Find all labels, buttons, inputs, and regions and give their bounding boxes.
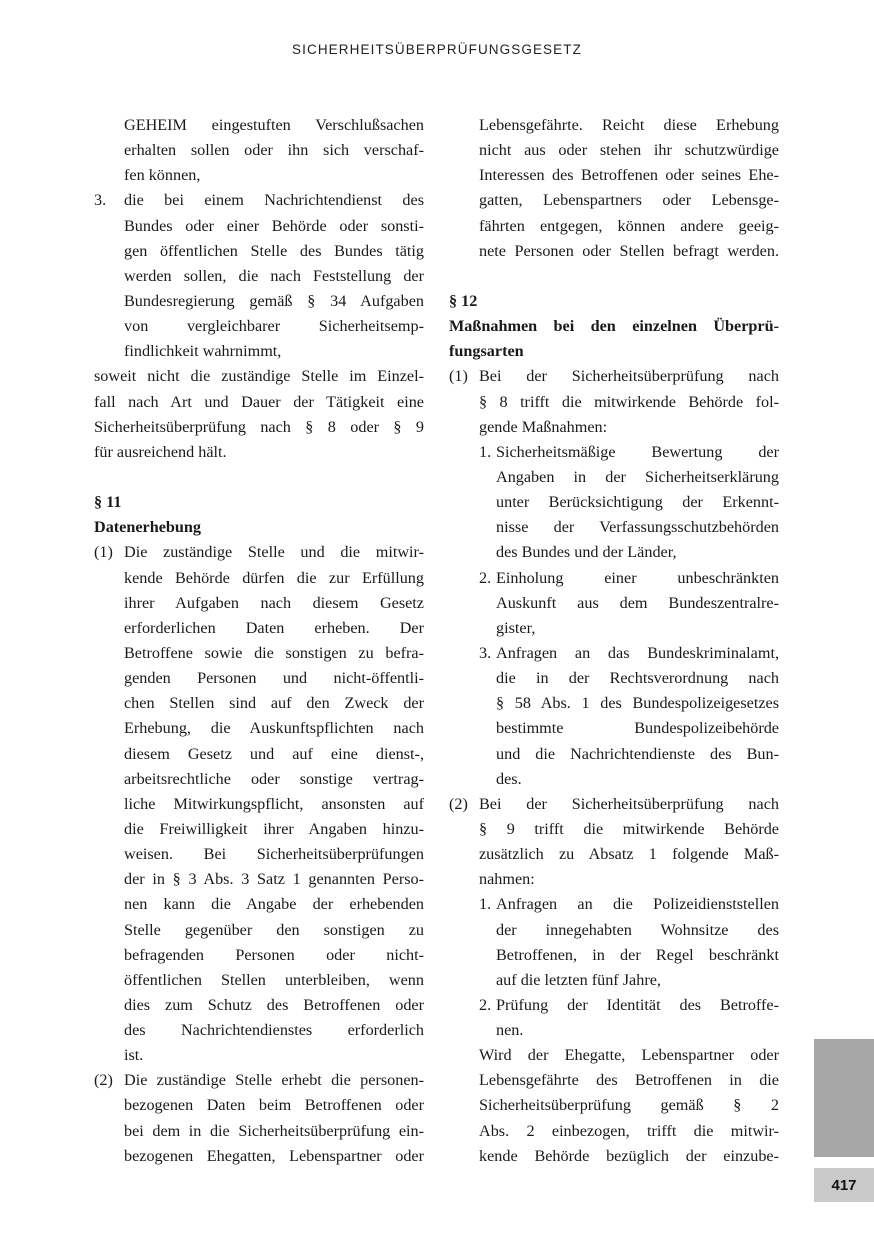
item-number: 1.: [479, 895, 492, 914]
text-line: Bundesregierung gemäß § 34 Aufgaben: [124, 291, 424, 310]
text-line: bezogenen Ehegatten, Lebenspartner oder: [124, 1146, 424, 1165]
text-line: kende Behörde dürfen die zur Erfüllung: [124, 568, 424, 587]
text-line: Auskunft aus dem Bundeszentralre-: [496, 593, 779, 612]
text-line: zusätzlich zu Absatz 1 folgende Maß-: [479, 845, 779, 864]
thumb-index-tab: [814, 1039, 874, 1157]
text-line: ihrer Aufgaben nach diesem Gesetz: [124, 593, 424, 612]
paragraph-number: (2): [94, 1071, 113, 1090]
text-line: nisse der Verfassungsschutzbehörden: [496, 518, 779, 537]
item-number: 3.: [479, 643, 492, 662]
text-line: Erhebung, die Auskunftspflichten nach: [124, 719, 424, 738]
text-line: Bundes oder einer Behörde oder sonsti-: [124, 216, 424, 235]
text-line: dies zum Schutz des Betroffenen oder: [124, 995, 424, 1014]
text-line: Einholung einer unbeschränkten: [496, 568, 779, 587]
section-title-line: fungsarten: [449, 342, 524, 361]
text-line: öffentlichen Stellen unterbleiben, wenn: [124, 970, 424, 989]
text-line: Sicherheitsmäßige Bewertung der: [496, 442, 779, 461]
text-line: auf die letzten fünf Jahre,: [496, 970, 661, 989]
text-line: von vergleichbarer Sicherheitsemp-: [124, 317, 424, 336]
text-line: § 9 trifft die mitwirkende Behörde: [479, 819, 779, 838]
text-line: werden sollen, die nach Feststellung der: [124, 266, 424, 285]
text-line: des Nachrichtendienstes erforderlich: [124, 1021, 424, 1040]
sub-item-3: [479, 641, 779, 792]
text-line: erforderlichen Daten erheben. Der: [124, 618, 424, 637]
closing-paragraph: [94, 364, 424, 465]
text-line: weisen. Bei Sicherheitsüberprüfungen: [124, 845, 424, 864]
item-number: 1.: [479, 442, 492, 461]
text-line: nicht aus oder stehen ihr schutzwürdige: [479, 141, 779, 160]
text-line: Anfragen an die Polizeidienststellen: [496, 895, 779, 914]
text-line: bei dem in die Sicherheitsüberprüfung ein-: [124, 1121, 424, 1140]
text-line: der innegehabten Wohnsitze des: [496, 920, 779, 939]
text-line: nen kann die Angabe der erhebenden: [124, 895, 424, 914]
text-line: fall nach Art und Dauer der Tätigkeit eine: [94, 392, 424, 411]
text-line: des.: [496, 769, 522, 788]
section-heading: § 12: [449, 291, 478, 310]
text-line: Abs. 2 einbezogen, trifft die mitwir-: [479, 1121, 779, 1140]
text-line: Betroffenen, in der Regel beschränkt: [496, 945, 779, 964]
text-line: erhalten sollen oder ihn sich verschaf-: [124, 141, 424, 160]
paragraph-1: [94, 540, 424, 1068]
list-item-3: [94, 188, 424, 364]
page-number: 417: [814, 1168, 874, 1202]
section-title-line: Maßnahmen bei den einzelnen Überprü-: [449, 317, 779, 336]
text-line: ist.: [124, 1046, 144, 1065]
text-line: Anfragen an das Bundeskriminalamt,: [496, 643, 779, 662]
text-line: der in § 3 Abs. 3 Satz 1 genannten Perso-: [124, 870, 424, 889]
item-number: 3.: [94, 191, 107, 210]
text-line: nete Personen oder Stellen befragt werden.: [479, 241, 779, 260]
text-line: des Bundes und der Länder,: [496, 543, 677, 562]
text-line: gatten, Lebenspartners oder Lebensge-: [479, 191, 779, 210]
text-line: bestimmte Bundespolizeibehörde: [496, 719, 779, 738]
text-line: und die Nachrichtendienste des Bun-: [496, 744, 779, 763]
text-line: Betroffene sowie die sonstigen zu befra-: [124, 643, 424, 662]
paragraph-2: [449, 792, 779, 1169]
text-line: Bei der Sicherheitsüberprüfung nach: [479, 794, 779, 813]
text-line: genden Personen und nicht-öffentli-: [124, 669, 424, 688]
text-line: Interessen des Betroffenen oder seines Ehe-: [479, 166, 779, 185]
continuation-text: [449, 113, 779, 264]
text-line: die in der Rechtsverordnung nach: [496, 669, 779, 688]
right-column: [449, 113, 779, 1169]
text-line: unter Berücksichtigung der Erkennt-: [496, 493, 779, 512]
text-line: soweit nicht die zuständige Stelle im Einzel-: [94, 367, 424, 386]
sub-item-2: [479, 993, 779, 1043]
text-line: liche Mitwirkungspflicht, ansonsten auf: [124, 794, 424, 813]
text-line: gende Maßnahmen:: [479, 417, 608, 436]
paragraph-number: (1): [94, 543, 113, 562]
text-line: gen öffentlichen Stelle des Bundes tätig: [124, 241, 424, 260]
text-line: Sicherheitsüberprüfung nach § 8 oder § 9: [94, 417, 424, 436]
running-header: SICHERHEITSÜBERPRÜFUNGSGESETZ: [292, 42, 582, 57]
text-line: fen können,: [124, 166, 201, 185]
text-line: Prüfung der Identität des Betroffe-: [496, 995, 779, 1014]
text-line: Lebensgefährte des Betroffenen in die: [479, 1071, 779, 1090]
text-line: Lebensgefährte. Reicht diese Erhebung: [479, 116, 779, 134]
text-line: diesem Gesetz und auf eine dienst-,: [124, 744, 424, 763]
text-line: fährten entgegen, können andere geeig-: [479, 216, 779, 235]
paragraph-number: (2): [449, 794, 468, 813]
text-line: Die zuständige Stelle erhebt die personen-: [124, 1071, 424, 1090]
text-line: chen Stellen sind auf den Zweck der: [124, 694, 424, 713]
text-line: Sicherheitsüberprüfung gemäß § 2: [479, 1096, 779, 1115]
section-title: Datenerhebung: [94, 518, 202, 537]
sub-item-1: [479, 892, 779, 993]
text-line: Stelle gegenüber den sonstigen zu: [124, 920, 424, 939]
text-line: nen.: [496, 1021, 524, 1040]
text-line: § 58 Abs. 1 des Bundespolizeigesetzes: [496, 694, 779, 713]
text-line: Bei der Sicherheitsüberprüfung nach: [479, 367, 779, 386]
sub-item-1: [479, 440, 779, 566]
text-line: kende Behörde bezüglich der einzube-: [479, 1146, 779, 1165]
text-line: arbeitsrechtliche oder sonstige vertrag-: [124, 769, 424, 788]
text-line: Angaben in der Sicherheitserklärung: [496, 467, 779, 486]
item-number: 2.: [479, 995, 492, 1014]
text-line: findlichkeit wahrnimmt,: [124, 342, 282, 361]
paragraph-1: [449, 364, 779, 791]
item-number: 2.: [479, 568, 492, 587]
text-line: GEHEIM eingestuften Verschlußsachen: [124, 116, 424, 134]
sub-item-2: [479, 566, 779, 641]
text-line: die bei einem Nachrichtendienst des: [124, 191, 424, 210]
text-line: für ausreichend hält.: [94, 442, 227, 461]
text-line: Die zuständige Stelle und die mitwir-: [124, 543, 424, 562]
text-line: § 8 trifft die mitwirkende Behörde fol-: [479, 392, 779, 411]
paragraph-2: [94, 1068, 424, 1169]
continuation-text: [94, 113, 424, 188]
paragraph-number: (1): [449, 367, 468, 386]
left-column: [94, 113, 424, 1169]
text-line: bezogenen Daten beim Betroffenen oder: [124, 1096, 424, 1115]
text-line: nahmen:: [479, 870, 535, 889]
text-line: die Freiwilligkeit ihrer Angaben hinzu-: [124, 819, 424, 838]
section-heading: § 11: [94, 493, 122, 512]
text-line: gister,: [496, 618, 536, 637]
text-line: Wird der Ehegatte, Lebenspartner oder: [479, 1046, 779, 1065]
text-line: befragenden Personen oder nicht-: [124, 945, 424, 964]
